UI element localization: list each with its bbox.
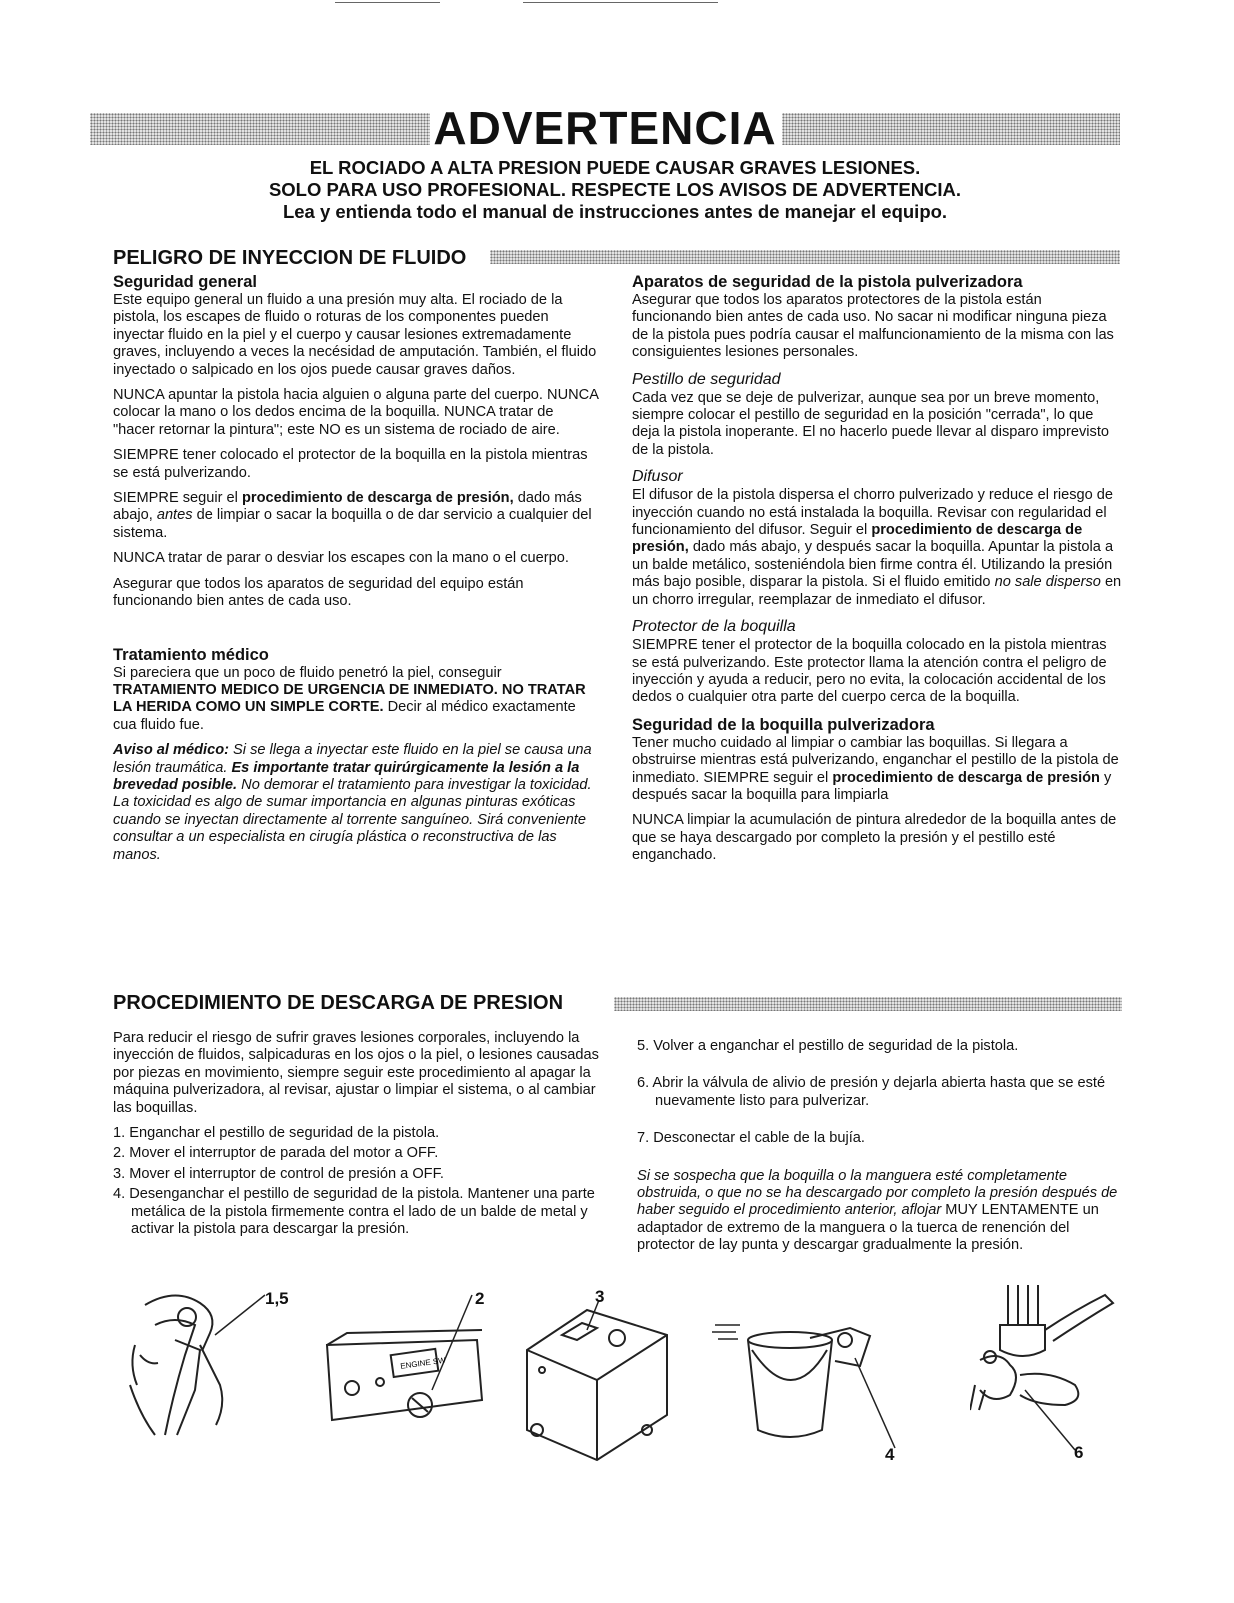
pressure-right-column (637, 1038, 1127, 1263)
general-p4: SIEMPRE seguir el procedimiento de descarga de presión, dado más abajo, antes de limpiar o sacar la boquilla o de dar servicio a cualquier del sistema. (113, 490, 592, 541)
general-p3: SIEMPRE tener colocado el protector de la boquilla en la pistola mientras se está pulverizando. (113, 447, 588, 481)
general-p1: Este equipo general un fluido a una presión muy alta. El rociado de la pistola, los escapes de fluido o roturas de los componentes pueden inyectar fluido en la piel y el cuerpo y causar lesiones extremadamente graves, incluyendo a veces la necésidad de amputación. También, el fluido inyectado o salpicado en los ojos puede causar graves daños. (113, 292, 597, 378)
fluid-left-column (113, 272, 599, 872)
step-item: 1. Enganchar el pestillo de seguridad de la pistola. (113, 1125, 440, 1142)
tip-safety-p2: NUNCA limpiar la acumulación de pintura alrededor de la boquilla antes de que se haya descargado por completo la presión y el pestillo esté enganchado. (632, 812, 1117, 864)
tip-safety-p1: Tener mucho cuidado al limpiar o cambiar las boquillas. Si llegara a obstruirse mientras está pulverizando, enganchar el pestillo de la pistola de inmediato. SIEMPRE seguir el procedimiento de descarga de presión y después sacar la boquilla para limpiarla (632, 734, 1119, 803)
callout-4: 4 (885, 1445, 895, 1464)
latch-heading: Pestillo de seguridad (632, 370, 781, 388)
general-p2: NUNCA apuntar la pistola hacia alguien o alguna parte del cuerpo. NUNCA colocar la mano o los dedos encima de la boquilla. NUNCA tratar de "hacer retornar la pintura"; este NO es un sistema de rociado de aire. (113, 387, 599, 438)
figure-bucket (710, 1320, 910, 1465)
relief-valve-illustration (970, 1285, 1140, 1465)
tip-safety-heading: Seguridad de la boquilla pulverizadora (632, 715, 935, 734)
callout-3: 3 (595, 1287, 605, 1306)
figure-engine-switch (322, 1290, 492, 1440)
callout-2: 2 (475, 1289, 485, 1308)
diffuser-heading: Difusor (632, 468, 683, 486)
steps-left-list (113, 1125, 603, 1238)
latch-p: Cada vez que se deje de pulverizar, aunque sea por un breve momento, siempre colocar el pestillo de seguridad en la posición "cerrada", lo que deja la pistola inoperante. El no hacerlo puede llevar al disparo imprevisto de la pistola. (632, 389, 1110, 458)
pressure-section-bar (614, 997, 1122, 1011)
page-title: ADVERTENCIA (433, 102, 777, 154)
step-item: 4. Desenganchar el pestillo de seguridad de la pistola. Mantener una parte metálica de la pistola firmemente contra el lado de un balde de metal y activar la pistola para descargar la presión. (113, 1186, 595, 1238)
warning-line-2: SOLO PARA USO PROFESIONAL. RESPECTE LOS AVISOS DE ADVERTENCIA. (268, 179, 962, 200)
figure-relief-valve (970, 1285, 1140, 1465)
general-p6: Asegurar que todos los aparatos de seguridad del equipo están funcionando bien antes de cada uso. (113, 575, 524, 610)
step-item: 7. Desconectar el cable de la bujía. (637, 1130, 865, 1147)
tip-guard-heading: Protector de la boquilla (632, 618, 796, 636)
general-p5: NUNCA tratar de parar o desviar los escapes con la mano o el cuerpo. (113, 550, 569, 567)
gun-devices-heading: Aparatos de seguridad de la pistola pulverizadora (632, 273, 1023, 291)
step-item: 3. Mover el interruptor de control de presión a OFF. (113, 1165, 444, 1182)
callout-1-5: 1,5 (265, 1289, 289, 1308)
pressure-left-column (113, 1030, 603, 1241)
tip-guard-p: SIEMPRE tener el protector de la boquilla colocado en la pistola mientras se está pulverizando. Este protector llama la atención contra el peligro de inyección y ayuda a reducir, pero no evita, la colocación accidental de los dedos o cualquier otra parte del cuerpo cerca de la boquilla. (632, 637, 1107, 706)
callout-6: 6 (1074, 1443, 1084, 1462)
scan-line (335, 2, 440, 3)
header-bar-right (782, 113, 1120, 145)
steps-right-list (637, 1038, 1127, 1148)
pressure-final-note: Si se sospecha que la boquilla o la manguera esté completamente obstruida, o que no se ha descargado por completo la presión después de haber seguido el procedimiento anterior, aflojar MUY LENTAMENTE un adaptador de extremo de la manguera o la tuerca de renención del protector de lay punta y descargar gradualmente la presión. (637, 1167, 1118, 1254)
pressure-intro: Para reducir el riesgo de sufrir graves lesiones corporales, incluyendo la inyección de fluidos, salpicaduras en los ojos o la piel, o lesiones causadas por piezas en movimiento, siempre seguir este procedimiento al apagar la máquina pulverizadora, al revisar, ajustar o limpiar el sistema, o al cambiar las boquillas. (113, 1030, 599, 1116)
step-item: 5. Volver a enganchar el pestillo de seguridad de la pistola. (637, 1038, 1019, 1054)
medical-p1: Si pareciera que un poco de fluido penetró la piel, conseguir TRATAMIENTO MEDICO DE URGENCIA DE INMEDIATO. NO TRATAR LA HERIDA COMO UN SIMPLE CORTE. Decir al médico exactamente cua fluido fue. (113, 664, 586, 733)
diffuser-p: El difusor de la pistola dispersa el chorro pulverizado y reduce el riesgo de inyección cuando no está instalada la boquilla. Revisar con regularidad el funcionamiento del difusor. Seguir el procedimiento de descarga de presión, dado más abajo, y después sacar la boquilla. Apuntar la pistola a un balde metálico, sosteniéndola bien firme contra él. Utilizando la presión más bajo posible, disparar la pistola. Si el fluido emitido no sale disperso en un chorro irregular, reemplazar de inmediato el difusor. (632, 487, 1122, 608)
step-item: 2. Mover el interruptor de parada del motor a OFF. (113, 1145, 439, 1162)
fluid-section-title: PELIGRO DE INYECCION DE FLUIDO (113, 247, 467, 269)
figure-gun-latch (125, 1285, 295, 1445)
bucket-illustration (710, 1320, 910, 1465)
gun-latch-illustration (125, 1285, 295, 1445)
gun-devices-p: Asegurar que todos los aparatos protectores de la pistola están funcionando bien antes de cada uso. No sacar ni modificar ninguna pieza de la pistola pues podría causar el malfuncionamiento de la misma con las consiguientes lesiones personales. (632, 292, 1114, 361)
step-item: 6. Abrir la válvula de alivio de presión y dejarla abierta hasta que se esté nuevamente listo para pulverizar. (637, 1075, 1106, 1109)
warning-line-3: Lea y entienda todo el manual de instrucciones antes de manejar el equipo. (282, 201, 948, 222)
general-safety-heading: Seguridad general (113, 273, 257, 291)
warning-line-1: EL ROCIADO A ALTA PRESION PUEDE CAUSAR GRAVES LESIONES. (309, 157, 921, 178)
control-box-illustration (517, 1290, 677, 1465)
pressure-section-title: PROCEDIMIENTO DE DESCARGA DE PRESION (113, 992, 564, 1014)
scan-line (523, 2, 718, 3)
doctor-notice: Aviso al médico: Si se llega a inyectar este fluido en la piel se causa una lesión traumática. Es importante tratar quirúrgicamente la lesión a la brevedad posible. No demorar el tratamiento para investigar la toxicidad. La toxicidad es algo de sumar importancia en algunas pinturas exóticas cuando se inyectan directamente al torrente sanguíneo. Sirá conveniente consultar a un especialista en cirugía plástica o reconstructiva de las manos. (113, 742, 592, 863)
fluid-section-bar (490, 250, 1120, 264)
figure-control-box (517, 1287, 677, 1465)
engine-switch-illustration (322, 1290, 492, 1440)
switch-label: ENGINE SW (399, 1355, 447, 1371)
fluid-right-column (632, 272, 1124, 873)
header-bar-left (90, 113, 430, 145)
medical-heading: Tratamiento médico (113, 645, 269, 664)
